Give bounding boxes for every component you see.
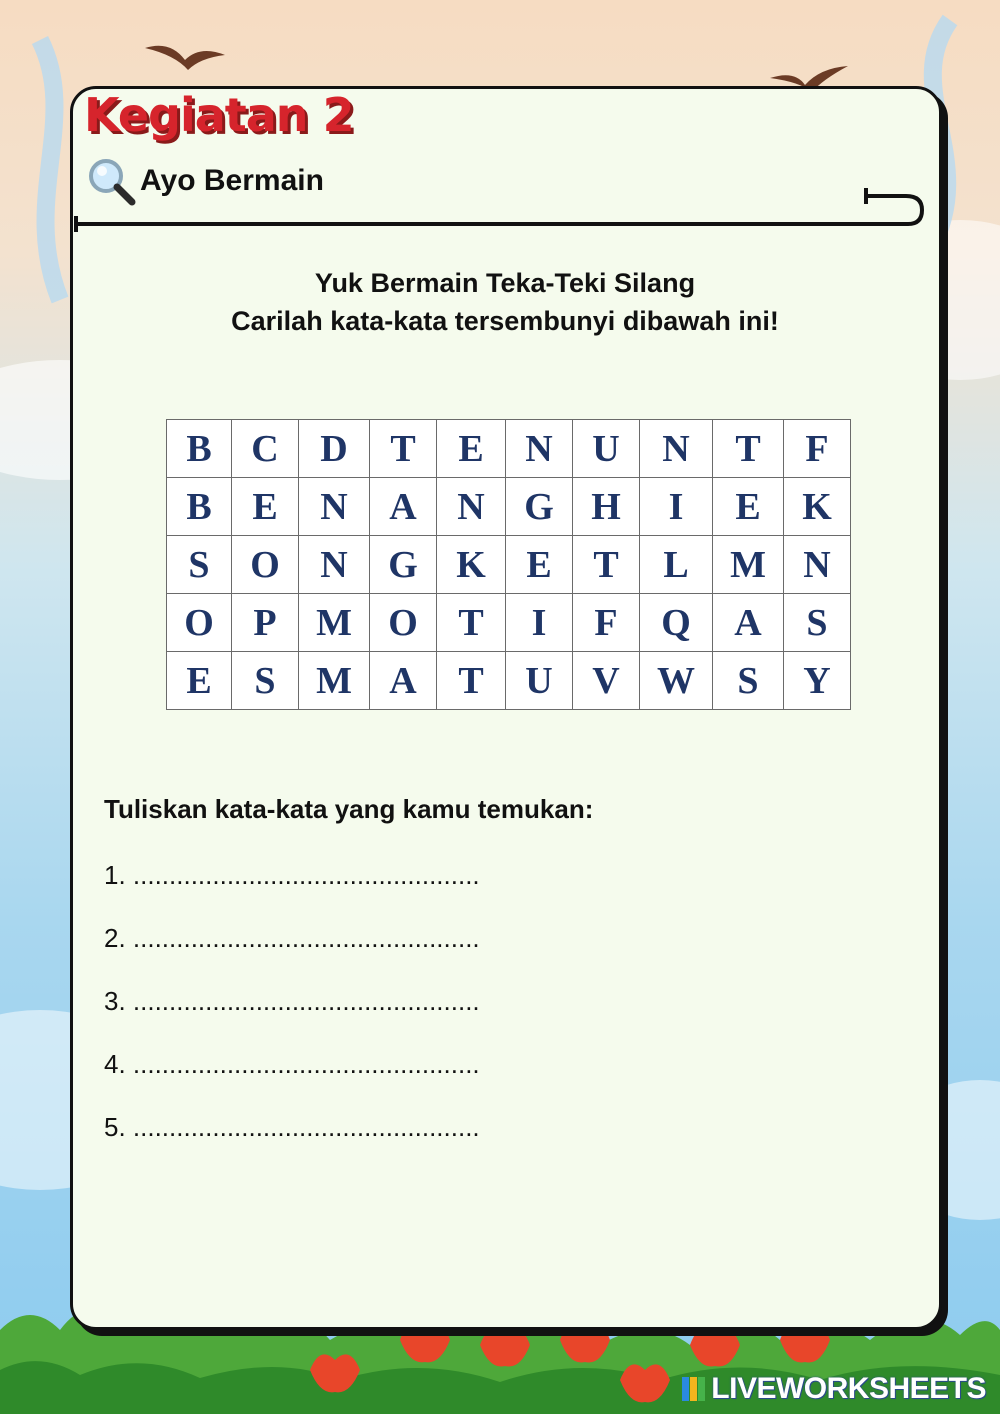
grid-cell[interactable]: M (299, 594, 370, 652)
grid-cell[interactable]: N (437, 478, 506, 536)
instruction-line-2: Carilah kata-kata tersembunyi dibawah ini! (231, 306, 779, 336)
instruction-line-1: Yuk Bermain Teka-Teki Silang (314, 268, 696, 298)
answer-line-5[interactable]: 5. ................................................ (104, 1112, 480, 1142)
grid-cell[interactable]: K (437, 536, 506, 594)
grid-cell[interactable]: N (299, 536, 370, 594)
grid-cell[interactable]: S (167, 536, 232, 594)
grid-cell[interactable]: P (232, 594, 299, 652)
grid-cell[interactable]: B (167, 420, 232, 478)
grid-cell[interactable]: N (506, 420, 573, 478)
grid-cell[interactable]: I (640, 478, 713, 536)
grid-row (167, 478, 851, 536)
grid-cell[interactable]: C (232, 420, 299, 478)
grid-row (167, 420, 851, 478)
page-title: Kegiatan 2 (84, 88, 354, 142)
grid-cell[interactable]: O (370, 594, 437, 652)
brand-name: LIVEWORKSHEETS (711, 1372, 986, 1405)
grid-cell[interactable]: A (370, 652, 437, 710)
grid-cell[interactable]: T (713, 420, 784, 478)
grid-cell[interactable]: G (370, 536, 437, 594)
grid-cell[interactable]: F (784, 420, 851, 478)
grid-cell[interactable]: N (784, 536, 851, 594)
answer-line-2[interactable]: 2. ................................................ (104, 923, 480, 953)
bird-icon (145, 46, 225, 70)
word-search-grid (166, 419, 851, 710)
liveworksheets-logo-icon (681, 1376, 707, 1402)
grid-cell[interactable]: E (232, 478, 299, 536)
grid-cell[interactable]: O (167, 594, 232, 652)
grid-cell[interactable]: V (573, 652, 640, 710)
grid-cell[interactable]: U (506, 652, 573, 710)
grid-cell[interactable]: G (506, 478, 573, 536)
subtitle: Ayo Bermain (140, 164, 324, 197)
answer-line-3[interactable]: 3. ................................................ (104, 986, 480, 1016)
grid-cell[interactable]: B (167, 478, 232, 536)
header-divider (70, 182, 930, 234)
grid-cell[interactable]: O (232, 536, 299, 594)
grid-cell[interactable]: N (299, 478, 370, 536)
grid-cell[interactable]: F (573, 594, 640, 652)
grid-cell[interactable]: S (784, 594, 851, 652)
brand-watermark (681, 1372, 986, 1406)
grid-cell[interactable]: H (573, 478, 640, 536)
grid-row (167, 594, 851, 652)
answer-line-1[interactable]: 1. ................................................ (104, 860, 480, 890)
grid-cell[interactable]: D (299, 420, 370, 478)
grid-cell[interactable]: E (167, 652, 232, 710)
grid-cell[interactable]: Q (640, 594, 713, 652)
grid-cell[interactable]: S (713, 652, 784, 710)
grid-cell[interactable]: M (713, 536, 784, 594)
grid-cell[interactable]: T (573, 536, 640, 594)
grid-cell[interactable]: E (713, 478, 784, 536)
grid-cell[interactable]: T (437, 594, 506, 652)
grid-cell[interactable]: M (299, 652, 370, 710)
grid-cell[interactable]: T (437, 652, 506, 710)
grid-row (167, 652, 851, 710)
answer-line-4[interactable]: 4. ................................................ (104, 1049, 480, 1079)
grid-cell[interactable]: E (437, 420, 506, 478)
grid-cell[interactable]: W (640, 652, 713, 710)
grid-cell[interactable]: S (232, 652, 299, 710)
grid-row (167, 536, 851, 594)
grid-cell[interactable]: K (784, 478, 851, 536)
grid-cell[interactable]: I (506, 594, 573, 652)
grid-cell[interactable]: A (713, 594, 784, 652)
grid-cell[interactable]: E (506, 536, 573, 594)
answer-prompt: Tuliskan kata-kata yang kamu temukan: (104, 794, 594, 824)
grid-cell[interactable]: L (640, 536, 713, 594)
grid-cell[interactable]: U (573, 420, 640, 478)
grid-cell[interactable]: N (640, 420, 713, 478)
grid-cell[interactable]: T (370, 420, 437, 478)
grid-cell[interactable]: A (370, 478, 437, 536)
grid-cell[interactable]: Y (784, 652, 851, 710)
